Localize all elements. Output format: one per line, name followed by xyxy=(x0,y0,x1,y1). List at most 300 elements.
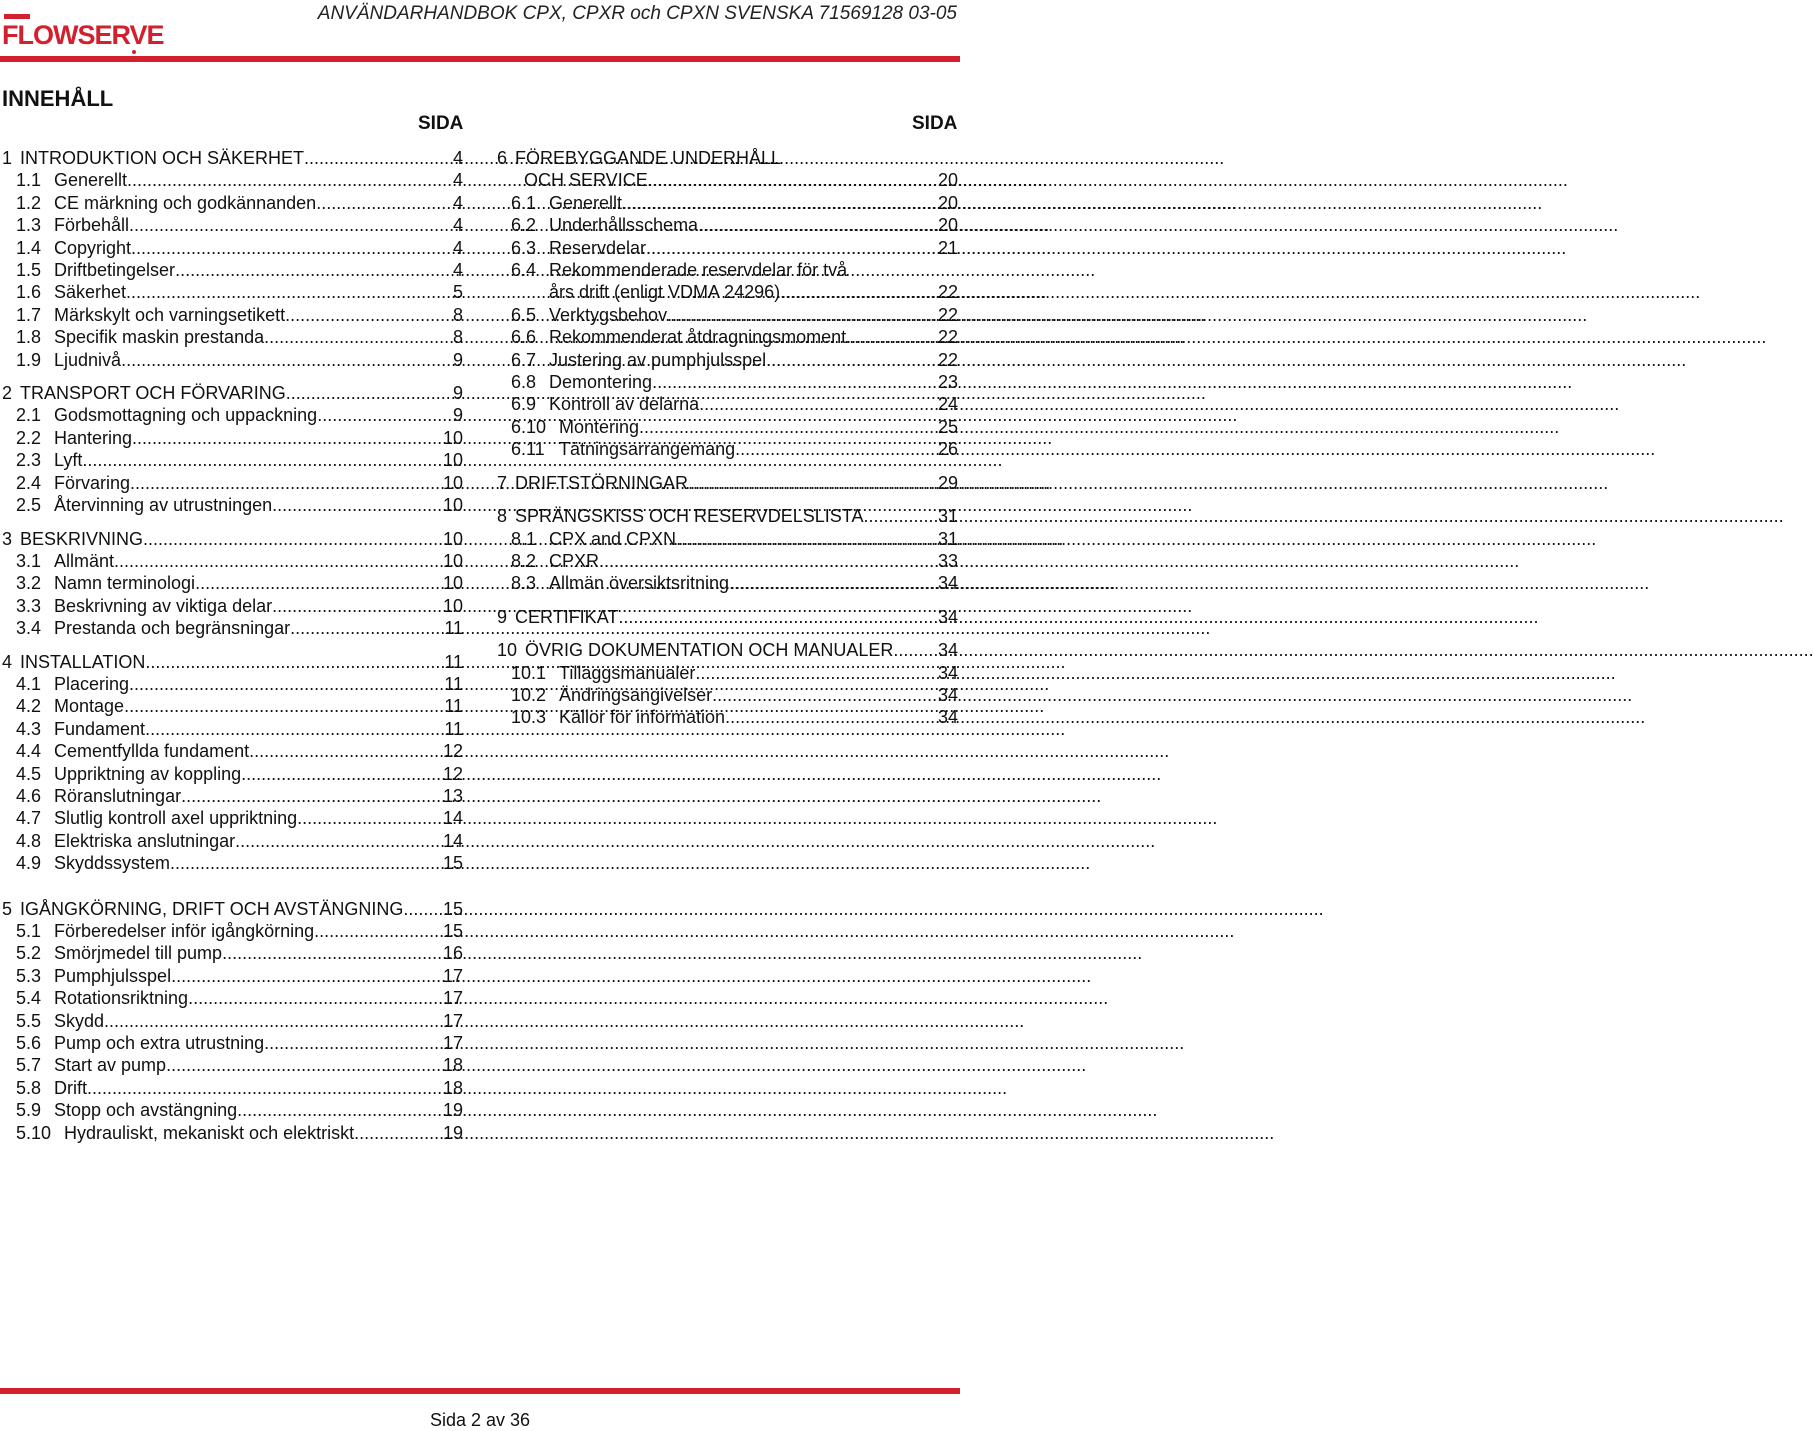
toc-entry-page: 8 xyxy=(452,304,463,325)
toc-entry-title: Ljudnivå xyxy=(54,349,122,370)
toc-entry[interactable] xyxy=(2,1010,463,1032)
toc-entry-line[interactable] xyxy=(497,147,958,169)
toc-section-entry[interactable] xyxy=(497,606,958,628)
toc-entry-number: 2 xyxy=(2,383,13,404)
toc-entry-number: 8.1 xyxy=(511,528,537,549)
toc-entry-title: Smörjmedel till pump xyxy=(54,943,223,964)
dot-leader xyxy=(237,1099,443,1121)
toc-entry-page: 17 xyxy=(442,1010,463,1031)
toc-entry[interactable] xyxy=(2,1077,463,1099)
toc-entry-title: Förbehåll xyxy=(54,215,130,236)
toc-entry-page: 29 xyxy=(937,472,958,493)
toc-entry-page: 17 xyxy=(442,1033,463,1054)
dot-leader xyxy=(130,472,443,494)
toc-entry-line[interactable] xyxy=(497,259,958,281)
dot-leader xyxy=(648,169,938,191)
header-rule xyxy=(0,56,960,62)
toc-entry-page: 11 xyxy=(444,696,463,717)
dot-leader xyxy=(314,920,443,942)
toc-entry-number: 6.4 xyxy=(511,260,537,281)
toc-entry-title: Rekommenderat åtdragningsmoment xyxy=(549,327,847,348)
toc-entry-number: 1.4 xyxy=(16,237,42,258)
toc-entry[interactable] xyxy=(497,550,958,572)
toc-entry-number: 1.7 xyxy=(16,304,42,325)
dot-leader xyxy=(145,718,444,740)
flowserve-logo xyxy=(2,6,164,56)
dot-leader xyxy=(145,651,444,673)
toc-entry[interactable] xyxy=(2,349,463,371)
toc-entry[interactable] xyxy=(2,852,463,874)
toc-entry-title: Uppriktning av koppling xyxy=(54,763,242,784)
dot-leader xyxy=(131,237,453,259)
toc-entry-number: 10.3 xyxy=(511,707,547,728)
dot-leader xyxy=(290,617,444,639)
toc-entry-number: 4.6 xyxy=(16,785,42,806)
toc-entry-page: 18 xyxy=(442,1055,463,1076)
dot-leader xyxy=(121,349,453,371)
toc-entry-title: Allmänt xyxy=(54,550,115,571)
toc-entry-title: Elektriska anslutningar xyxy=(54,830,236,851)
toc-entry[interactable] xyxy=(497,528,958,550)
toc-entry-page: 4 xyxy=(452,192,463,213)
toc-entry-number: 3.3 xyxy=(16,595,42,616)
toc-entry-number: 5.9 xyxy=(16,1100,42,1121)
toc-entry-title-continued: OCH SERVICE xyxy=(524,170,648,191)
toc-entry-page: 31 xyxy=(937,528,958,549)
toc-left-column xyxy=(2,147,463,1144)
toc-entry[interactable] xyxy=(2,550,463,572)
toc-entry[interactable] xyxy=(2,617,463,639)
dot-leader xyxy=(241,763,443,785)
toc-entry-number: 2.1 xyxy=(16,405,42,426)
toc-entry-number: 6.3 xyxy=(511,237,537,258)
toc-entry-number: 4.7 xyxy=(16,808,42,829)
toc-entry[interactable] xyxy=(2,942,463,964)
toc-entry-title: Slutlig kontroll axel uppriktning xyxy=(54,808,298,829)
toc-entry-number: 5.5 xyxy=(16,1010,42,1031)
toc-entry-number: 5.3 xyxy=(16,965,42,986)
toc-entry[interactable] xyxy=(497,416,958,438)
toc-entry[interactable] xyxy=(2,1032,463,1054)
toc-entry-page: 34 xyxy=(937,573,958,594)
toc-entry-title: Röranslutningar xyxy=(54,785,182,806)
toc-entry-number: 5.4 xyxy=(16,988,42,1009)
toc-entry[interactable] xyxy=(497,371,958,393)
toc-entry[interactable] xyxy=(2,169,463,191)
toc-entry[interactable] xyxy=(2,673,463,695)
toc-entry[interactable] xyxy=(2,494,463,516)
toc-entry-title: Stopp och avstängning xyxy=(54,1100,238,1121)
toc-entry-page: 20 xyxy=(937,170,958,191)
toc-entry-page: 26 xyxy=(937,439,958,460)
dot-leader xyxy=(124,695,444,717)
dot-leader xyxy=(87,1077,443,1099)
toc-section-entry[interactable] xyxy=(2,528,463,550)
toc-entry-title: INSTALLATION xyxy=(20,651,146,672)
toc-entry-title: Prestanda och begränsningar xyxy=(54,618,291,639)
toc-entry-page: 10 xyxy=(442,573,463,594)
toc-entry-title: Verktygsbehov xyxy=(549,304,668,325)
dot-leader xyxy=(126,281,453,303)
toc-entry-title: Tätningsarrangemang xyxy=(559,439,736,460)
toc-entry-page: 10 xyxy=(442,528,463,549)
dot-leader xyxy=(699,393,938,415)
dot-leader xyxy=(676,528,938,550)
toc-entry[interactable] xyxy=(2,807,463,829)
toc-entry[interactable] xyxy=(497,684,958,706)
toc-entry-page: 22 xyxy=(937,304,958,325)
toc-entry-number: 1.1 xyxy=(16,170,42,191)
toc-entry-number: 5.8 xyxy=(16,1077,42,1098)
toc-entry-number: 3.1 xyxy=(16,550,42,571)
dot-leader xyxy=(264,1032,443,1054)
toc-entry-page: 14 xyxy=(442,808,463,829)
toc-entry[interactable] xyxy=(497,572,958,594)
toc-entry[interactable] xyxy=(497,214,958,236)
toc-entry-page: 10 xyxy=(442,595,463,616)
dot-leader xyxy=(104,1010,443,1032)
toc-entry-title: Godsmottagning och uppackning xyxy=(54,405,318,426)
toc-entry-title: Skyddssystem xyxy=(54,853,171,874)
toc-entry-title: Allmän översiktsritning xyxy=(549,573,730,594)
dot-leader xyxy=(316,192,453,214)
toc-entry-number: 5.10 xyxy=(16,1122,52,1143)
dot-leader xyxy=(695,662,938,684)
toc-entry-number: 6.6 xyxy=(511,327,537,348)
toc-entry-title: Kontroll av delarna xyxy=(549,394,700,415)
toc-entry-page: 4 xyxy=(452,148,463,168)
toc-entry-number: 5.7 xyxy=(16,1055,42,1076)
toc-entry-title: Beskrivning av viktiga delar xyxy=(54,595,273,616)
toc-entry[interactable] xyxy=(2,987,463,1009)
toc-entry[interactable] xyxy=(497,304,958,326)
toc-entry[interactable] xyxy=(497,393,958,415)
toc-entry-title: INTRODUKTION OCH SÄKERHET xyxy=(20,148,305,168)
toc-entry[interactable] xyxy=(497,281,958,303)
toc-section-entry[interactable] xyxy=(2,382,463,404)
toc-entry-page: 4 xyxy=(452,237,463,258)
toc-entry[interactable] xyxy=(2,1054,463,1076)
toc-entry-number: 1.8 xyxy=(16,327,42,348)
toc-entry-page: 8 xyxy=(452,327,463,348)
dot-leader xyxy=(181,785,443,807)
dot-leader xyxy=(599,550,938,572)
dot-leader xyxy=(143,528,443,550)
toc-entry-title: Förberedelser inför igångkörning xyxy=(54,921,315,941)
toc-entry-page: 24 xyxy=(937,394,958,415)
toc-entry[interactable] xyxy=(2,281,463,303)
toc-entry[interactable] xyxy=(2,237,463,259)
toc-entry-number: 2.2 xyxy=(16,427,42,448)
toc-entry-page: 31 xyxy=(937,506,958,527)
toc-entry-page: 19 xyxy=(442,1100,463,1121)
dot-leader xyxy=(893,639,938,661)
toc-entry-number: 4 xyxy=(2,651,13,672)
toc-entry[interactable] xyxy=(2,404,463,426)
toc-entry[interactable] xyxy=(497,349,958,371)
svg-text:FLOWSERVE: FLOWSERVE xyxy=(2,20,164,50)
toc-entry-number: 5 xyxy=(2,898,13,919)
toc-entry-page: 11 xyxy=(444,651,463,672)
toc-entry-page: 17 xyxy=(442,988,463,1009)
section-gap xyxy=(2,371,463,382)
dot-leader xyxy=(171,965,443,987)
toc-entry-number: 9 xyxy=(497,606,508,627)
dot-leader xyxy=(622,192,938,214)
toc-entry-number: 4.4 xyxy=(16,741,42,762)
toc-entry-title-continued: års drift (enligt VDMA 24296) xyxy=(549,282,781,303)
dot-leader xyxy=(285,304,453,326)
toc-entry-number: 10.1 xyxy=(511,662,547,683)
toc-entry[interactable] xyxy=(2,572,463,594)
toc-entry-number: 6.7 xyxy=(511,349,537,370)
toc-entry-number: 5.1 xyxy=(16,921,42,941)
dot-leader xyxy=(712,684,938,706)
dot-leader xyxy=(249,740,443,762)
toc-entry-number: 1.6 xyxy=(16,282,42,303)
toc-entry[interactable] xyxy=(497,326,958,348)
toc-right-column xyxy=(497,147,958,729)
toc-entry-title: Rekommenderade reservdelar för två xyxy=(549,260,848,281)
dot-leader xyxy=(195,572,443,594)
toc-entry-number: 2.5 xyxy=(16,495,42,516)
toc-entry[interactable] xyxy=(2,449,463,471)
toc-entry-page: 15 xyxy=(442,921,463,941)
dot-leader xyxy=(863,505,938,527)
toc-entry-page: 10 xyxy=(442,550,463,571)
toc-entry-title: Start av pump xyxy=(54,1055,167,1076)
toc-heading: INNEHÅLL xyxy=(2,86,114,111)
toc-entry-number: 6.8 xyxy=(511,372,537,393)
toc-entry-title: Montering xyxy=(559,416,640,437)
toc-entry-title: Specifik maskin prestanda xyxy=(54,327,265,348)
toc-entry[interactable] xyxy=(2,304,463,326)
toc-entry-number: 1.3 xyxy=(16,215,42,236)
toc-section-entry[interactable] xyxy=(497,472,958,494)
toc-section-entry[interactable] xyxy=(2,147,463,169)
toc-entry-number: 2.3 xyxy=(16,450,42,471)
toc-entry-page: 11 xyxy=(444,618,463,639)
toc-entry-title: CE märkning och godkännanden xyxy=(54,192,317,213)
toc-entry[interactable] xyxy=(497,706,958,728)
toc-entry-title: Säkerhet xyxy=(54,282,127,303)
dot-leader xyxy=(354,1122,443,1144)
toc-entry-title: Lyft xyxy=(54,450,83,471)
toc-entry-number: 5.6 xyxy=(16,1033,42,1054)
toc-entry-title: Justering av pumphjulsspel xyxy=(549,349,767,370)
toc-entry-title: IGÅNGKÖRNING, DRIFT OCH AVSTÄNGNING xyxy=(20,898,404,919)
toc-entry-title: Rotationsriktning xyxy=(54,988,189,1009)
page-number: Sida 2 av 36 xyxy=(429,1410,531,1430)
toc-entry[interactable] xyxy=(2,830,463,852)
toc-entry-page: 5 xyxy=(452,282,463,303)
toc-entry-title: Namn terminologi xyxy=(54,573,196,594)
toc-entry-title: Driftbetingelser xyxy=(54,260,176,281)
toc-entry-title: Demontering xyxy=(549,372,653,393)
toc-entry-page: 15 xyxy=(442,898,463,919)
toc-entry-title: ÖVRIG DOKUMENTATION OCH MANUALER xyxy=(525,640,894,661)
section-gap xyxy=(2,517,463,528)
toc-entry-number: 6 xyxy=(497,148,508,168)
toc-entry-title: Pumphjulsspel xyxy=(54,965,172,986)
toc-entry[interactable] xyxy=(497,169,958,191)
dot-leader xyxy=(618,606,938,628)
toc-entry-title: Underhållsschema xyxy=(549,215,699,236)
toc-entry[interactable] xyxy=(2,718,463,740)
dot-leader xyxy=(667,304,938,326)
toc-entry-title: FÖREBYGGANDE UNDERHÅLL xyxy=(515,148,782,168)
toc-entry-page: 23 xyxy=(937,372,958,393)
toc-entry-title: Källor för information xyxy=(559,707,726,728)
toc-entry-number: 3.4 xyxy=(16,618,42,639)
toc-entry-page: 34 xyxy=(937,684,958,705)
dot-leader xyxy=(317,404,453,426)
dot-leader xyxy=(286,382,453,404)
toc-entry-title: CPX and CPXN xyxy=(549,528,677,549)
toc-entry-title: Pump och extra utrustning xyxy=(54,1033,265,1054)
toc-entry-number: 4.1 xyxy=(16,673,42,694)
dot-leader xyxy=(114,550,443,572)
toc-entry[interactable] xyxy=(2,192,463,214)
dot-leader xyxy=(127,169,453,191)
toc-section-entry[interactable] xyxy=(497,639,958,661)
dot-leader xyxy=(297,807,443,829)
toc-section-entry[interactable] xyxy=(2,651,463,673)
toc-entry-page: 34 xyxy=(937,640,958,661)
toc-entry[interactable] xyxy=(2,965,463,987)
toc-entry-title: Ändringsangivelser xyxy=(559,684,713,705)
toc-entry-title: Tilläggsmanualer xyxy=(559,662,696,683)
toc-section-entry[interactable] xyxy=(497,505,958,527)
toc-entry-page: 19 xyxy=(442,1122,463,1143)
toc-entry[interactable] xyxy=(2,1122,463,1144)
toc-entry-number: 8.3 xyxy=(511,573,537,594)
dot-leader xyxy=(175,259,453,281)
toc-entry-page: 12 xyxy=(442,741,463,762)
right-page-label: SIDA xyxy=(912,113,958,134)
toc-entry-page: 17 xyxy=(442,965,463,986)
toc-entry[interactable] xyxy=(2,214,463,236)
document-title: ANVÄNDARHANDBOK CPX, CPXR och CPXN SVENSKA 71569128 03-05 xyxy=(317,3,957,24)
toc-entry-number: 4.2 xyxy=(16,696,42,717)
toc-entry-page: 25 xyxy=(937,416,958,437)
toc-entry[interactable] xyxy=(2,472,463,494)
toc-entry-title: Generellt xyxy=(54,170,128,191)
toc-entry[interactable] xyxy=(2,695,463,717)
section-gap xyxy=(2,640,463,651)
toc-entry-number: 4.8 xyxy=(16,830,42,851)
toc-entry[interactable] xyxy=(497,438,958,460)
toc-entry-title: BESKRIVNING xyxy=(20,528,144,549)
dot-leader xyxy=(403,898,443,920)
dot-leader xyxy=(272,494,443,516)
toc-entry-title: Skydd xyxy=(54,1010,105,1031)
toc-entry-title: Placering xyxy=(54,673,130,694)
toc-entry-page: 10 xyxy=(442,450,463,471)
toc-entry-page: 33 xyxy=(937,550,958,571)
dot-leader xyxy=(766,349,938,371)
toc-entry[interactable] xyxy=(2,785,463,807)
toc-entry-page: 10 xyxy=(442,427,463,448)
toc-entry[interactable] xyxy=(2,595,463,617)
dot-leader xyxy=(735,438,938,460)
dot-leader xyxy=(272,595,443,617)
footer-rule xyxy=(0,1388,960,1394)
toc-entry[interactable] xyxy=(2,259,463,281)
dot-leader xyxy=(652,371,938,393)
dot-leader xyxy=(222,942,443,964)
dot-leader xyxy=(639,416,938,438)
toc-entry-title: TRANSPORT OCH FÖRVARING xyxy=(20,383,286,404)
toc-entry-number: 6.10 xyxy=(511,416,547,437)
dot-leader xyxy=(780,281,938,303)
toc-entry-title: Märkskylt och varningsetikett xyxy=(54,304,286,325)
toc-entry[interactable] xyxy=(2,427,463,449)
toc-entry-title: Drift xyxy=(54,1077,87,1098)
toc-entry-page: 10 xyxy=(442,472,463,493)
toc-entry-number: 8.2 xyxy=(511,550,537,571)
dot-leader xyxy=(132,427,443,449)
toc-entry-page: 20 xyxy=(937,215,958,236)
toc-entry-number: 3.2 xyxy=(16,573,42,594)
dot-leader xyxy=(698,214,938,236)
toc-entry-title: SPRÄNGSKISS OCH RESERVDELSLISTA xyxy=(515,506,864,527)
toc-section-entry[interactable] xyxy=(2,898,463,920)
toc-entry-page: 15 xyxy=(442,853,463,874)
toc-entry-page: 22 xyxy=(937,327,958,348)
toc-entry-page: 10 xyxy=(442,495,463,516)
toc-entry-title: CERTIFIKAT xyxy=(515,606,619,627)
toc-entry[interactable] xyxy=(2,920,463,942)
toc-entry-page: 34 xyxy=(937,662,958,683)
dot-leader xyxy=(725,706,938,728)
toc-entry-title: Hydrauliskt, mekaniskt och elektriskt xyxy=(64,1122,355,1143)
toc-entry-number: 6.11 xyxy=(511,439,545,460)
toc-entry-title: CPXR xyxy=(549,550,600,571)
toc-entry-title: Återvinning av utrustningen xyxy=(54,495,273,516)
toc-entry-page: 4 xyxy=(452,215,463,236)
toc-entry-number: 4.5 xyxy=(16,763,42,784)
section-gap xyxy=(2,875,463,886)
toc-entry-number: 6.5 xyxy=(511,304,537,325)
dot-leader xyxy=(188,987,443,1009)
toc-entry[interactable] xyxy=(497,237,958,259)
toc-entry-number: 6.1 xyxy=(511,192,537,213)
dot-leader xyxy=(304,147,453,169)
toc-entry[interactable] xyxy=(2,1099,463,1121)
toc-entry-page: 22 xyxy=(937,349,958,370)
toc-entry-title: Förvaring xyxy=(54,472,131,493)
toc-entry-title: Generellt xyxy=(549,192,623,213)
toc-entry-title: Copyright xyxy=(54,237,132,258)
toc-entry-page: 22 xyxy=(937,282,958,303)
toc-entry[interactable] xyxy=(2,740,463,762)
toc-entry-number: 2.4 xyxy=(16,472,42,493)
toc-entry-title: Cementfyllda fundament xyxy=(54,741,250,762)
toc-entry-page: 18 xyxy=(442,1077,463,1098)
toc-entry-title: Reservdelar xyxy=(549,237,647,258)
toc-entry[interactable] xyxy=(2,326,463,348)
toc-entry[interactable] xyxy=(497,192,958,214)
toc-entry[interactable] xyxy=(497,662,958,684)
toc-entry-title: Fundament xyxy=(54,718,146,739)
toc-entry-number: 10 xyxy=(497,640,518,661)
toc-entry-page: 16 xyxy=(442,943,463,964)
toc-entry-page: 12 xyxy=(442,763,463,784)
toc-entry-page: 21 xyxy=(937,237,958,258)
toc-entry[interactable] xyxy=(2,763,463,785)
toc-entry-page: 11 xyxy=(444,673,463,694)
